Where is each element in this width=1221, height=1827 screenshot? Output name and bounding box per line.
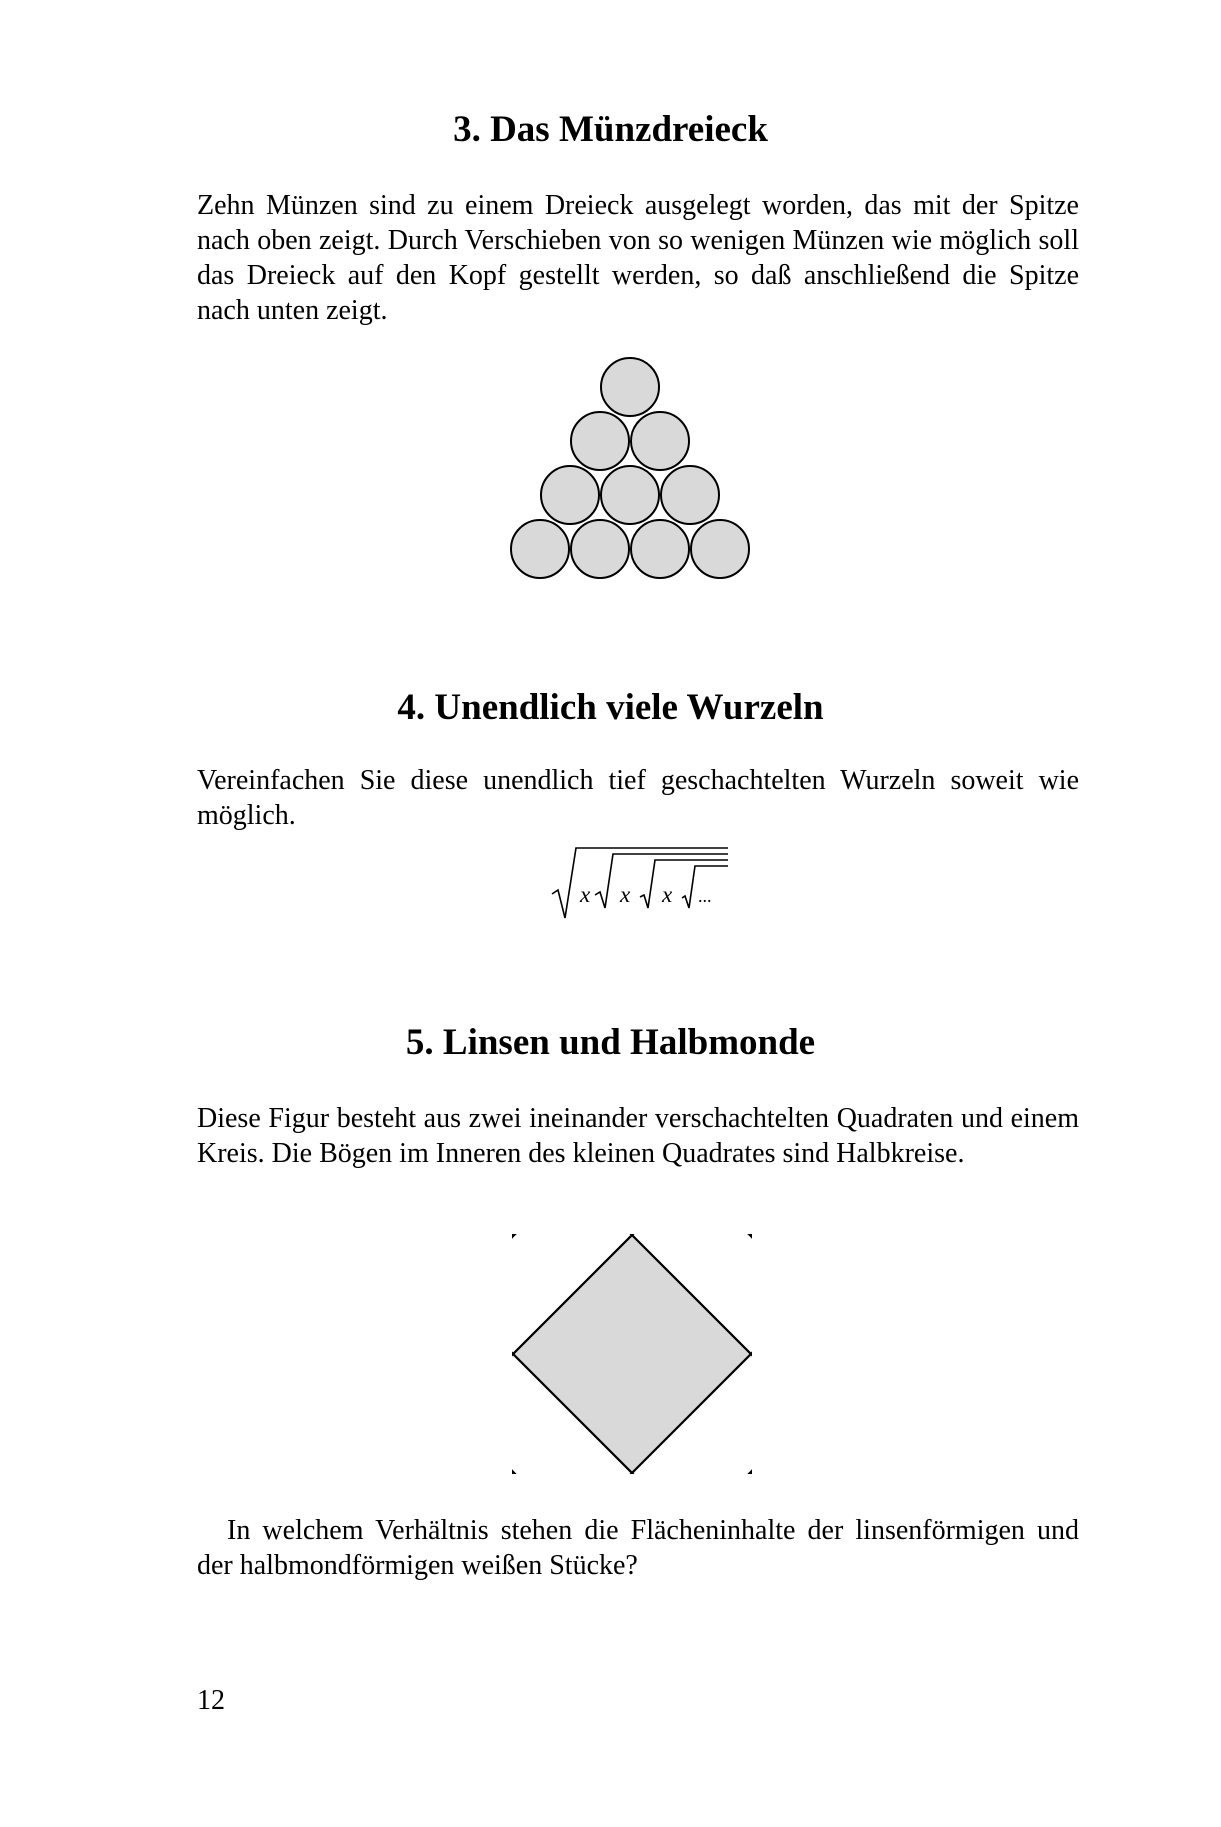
nested-root-formula	[550, 840, 730, 920]
formula-var-3: x	[662, 882, 673, 907]
formula-ellipsis: ...	[698, 886, 712, 906]
coin	[511, 520, 569, 578]
formula-var-2: x	[620, 882, 631, 907]
coin	[601, 466, 659, 524]
coin	[571, 520, 629, 578]
coin	[661, 466, 719, 524]
paragraph-muenzdreieck: Zehn Münzen sind zu einem Dreieck ausgelegt worden, das mit der Spitze nach oben zeigt. Durch Verschieben von so wenigen Münzen wie möglich soll das Dreieck auf den Kopf gestellt werden, so daß anschließend die Spitze nach unten zeigt.	[197, 190, 1079, 326]
question-linsen: In welchem Verhältnis stehen die Flächeninhalte der linsenförmigen und der halbmondförmigen weißen Stücke?	[197, 1515, 1079, 1581]
heading-linsen: 5. Linsen und Halbmonde	[405, 1022, 816, 1063]
page-number: 12	[197, 1685, 225, 1716]
paragraph-wurzeln: Vereinfachen Sie diese unendlich tief geschachtelten Wurzeln soweit wie möglich.	[197, 765, 1079, 831]
coin-triangle-figure	[500, 355, 760, 590]
lens-crescent-figure	[512, 1234, 752, 1474]
coin	[601, 358, 659, 416]
coin	[541, 466, 599, 524]
formula-var-1: x	[580, 882, 591, 907]
heading-muenzdreieck: 3. Das Münzdreieck	[453, 109, 768, 150]
coin	[631, 412, 689, 470]
heading-wurzeln: 4. Unendlich viele Wurzeln	[397, 687, 824, 728]
coin	[571, 412, 629, 470]
paragraph-linsen: Diese Figur besteht aus zwei ineinander verschachtelten Quadraten und einem Kreis. Die Bögen im Inneren des kleinen Quadrates sind Halbkreise.	[197, 1103, 1079, 1169]
coin	[631, 520, 689, 578]
coin	[691, 520, 749, 578]
